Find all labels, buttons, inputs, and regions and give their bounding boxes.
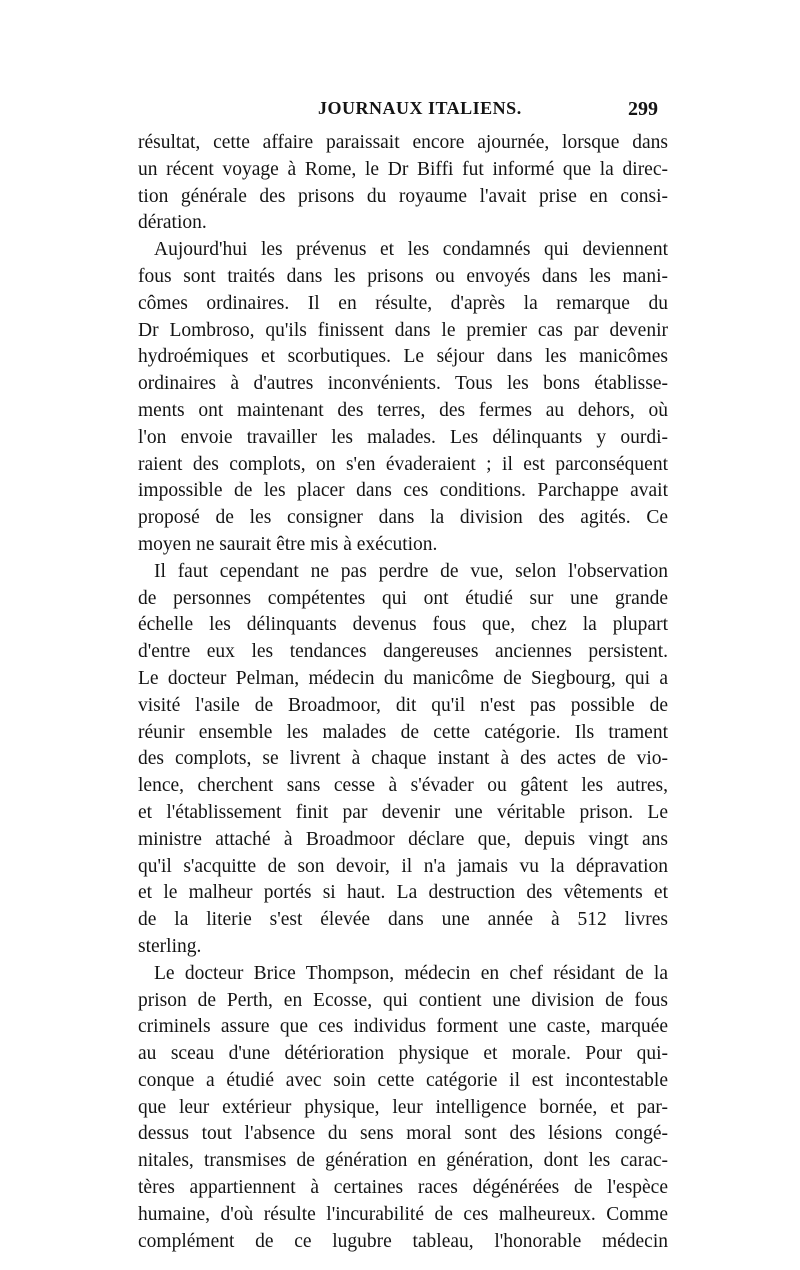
running-title: JOURNAUX ITALIENS. xyxy=(318,98,522,118)
text-line: au sceau d'une détérioration physique et morale. Pour qui- xyxy=(138,1043,668,1065)
text-line: fous sont traités dans les prisons ou envoyés dans les mani- xyxy=(138,265,668,287)
running-head xyxy=(138,98,658,126)
text-line: ordinaires à d'autres inconvénients. Tous les bons établisse- xyxy=(138,373,668,395)
text-line: prison de Perth, en Ecosse, qui contient une division de fous xyxy=(138,989,668,1011)
text-line: raient des complots, on s'en évaderaient ; il est parconséquent xyxy=(138,453,668,475)
text-line: et le malheur portés si haut. La destruction des vêtements et xyxy=(138,882,668,904)
text-line: ments ont maintenant des terres, des fermes au dehors, où xyxy=(138,399,668,421)
text-line: tères appartiennent à certaines races dégénérées de l'espèce xyxy=(138,1177,668,1199)
text-line: l'on envoie travailler les malades. Les délinquants y ourdi- xyxy=(138,426,668,448)
text-line: Dr Lombroso, qu'ils finissent dans le premier cas par devenir xyxy=(138,319,668,341)
text-line: complément de ce lugubre tableau, l'honorable médecin xyxy=(138,1230,668,1252)
text-line: d'entre eux les tendances dangereuses anciennes persistent. xyxy=(138,641,668,663)
text-line: des complots, se livrent à chaque instant à des actes de vio- xyxy=(138,748,668,770)
text-line: Le docteur Pelman, médecin du manicôme de Siegbourg, qui a xyxy=(138,667,668,689)
text-line: proposé de les consigner dans la division des agités. Ce xyxy=(138,507,668,529)
text-line: de la literie s'est élevée dans une année à 512 livres xyxy=(138,909,668,931)
text-line: cômes ordinaires. Il en résulte, d'après la remarque du xyxy=(138,292,668,314)
text-line: résultat, cette affaire paraissait encore ajournée, lorsque dans xyxy=(138,132,668,153)
text-line: sterling. xyxy=(138,935,202,957)
text-line: conque a étudié avec soin cette catégorie il est incontestable xyxy=(138,1069,668,1091)
text-line: Aujourd'hui les prévenus et les condamnés qui deviennent xyxy=(154,239,668,261)
text-line: lence, cherchent sans cesse à s'évader ou gâtent les autres, xyxy=(138,775,668,797)
text-line: criminels assure que ces individus forment une caste, marquée xyxy=(138,1016,668,1038)
text-line: échelle les délinquants devenus fous que, chez la plupart xyxy=(138,614,668,636)
text-line: réunir ensemble les malades de cette catégorie. Ils trament xyxy=(138,721,668,743)
text-line: de personnes compétentes qui ont étudié sur une grande xyxy=(138,587,668,609)
text-line: Il faut cependant ne pas perdre de vue, selon l'observation xyxy=(154,560,668,582)
text-line: hydroémiques et scorbutiques. Le séjour dans les manicômes xyxy=(138,346,668,368)
text-line: tion générale des prisons du royaume l'avait prise en consi- xyxy=(138,185,668,207)
text-line: humaine, d'où résulte l'incurabilité de ces malheureux. Comme xyxy=(138,1203,668,1225)
text-line: visité l'asile de Broadmoor, dit qu'il n'est pas possible de xyxy=(138,694,668,716)
text-line: impossible de les placer dans ces conditions. Parchappe avait xyxy=(138,480,668,502)
text-line: un récent voyage à Rome, le Dr Biffi fut informé que la direc- xyxy=(138,158,668,180)
body-text xyxy=(138,130,668,1255)
text-line: dessus tout l'absence du sens moral sont des lésions congé- xyxy=(138,1123,668,1145)
text-line: nitales, transmises de génération en génération, dont les carac- xyxy=(138,1150,668,1172)
text-line: et l'établissement finit par devenir une véritable prison. Le xyxy=(138,801,668,823)
text-line: moyen ne saurait être mis à exécution. xyxy=(138,533,438,555)
text-line: ministre attaché à Broadmoor déclare que, depuis vingt ans xyxy=(138,828,668,850)
page-number: 299 xyxy=(628,98,658,120)
text-line: Le docteur Brice Thompson, médecin en chef résidant de la xyxy=(154,962,668,984)
text-line: dération. xyxy=(138,212,207,234)
text-line: qu'il s'acquitte de son devoir, il n'a jamais vu la dépravation xyxy=(138,855,668,877)
text-line: que leur extérieur physique, leur intelligence bornée, et par- xyxy=(138,1096,668,1118)
